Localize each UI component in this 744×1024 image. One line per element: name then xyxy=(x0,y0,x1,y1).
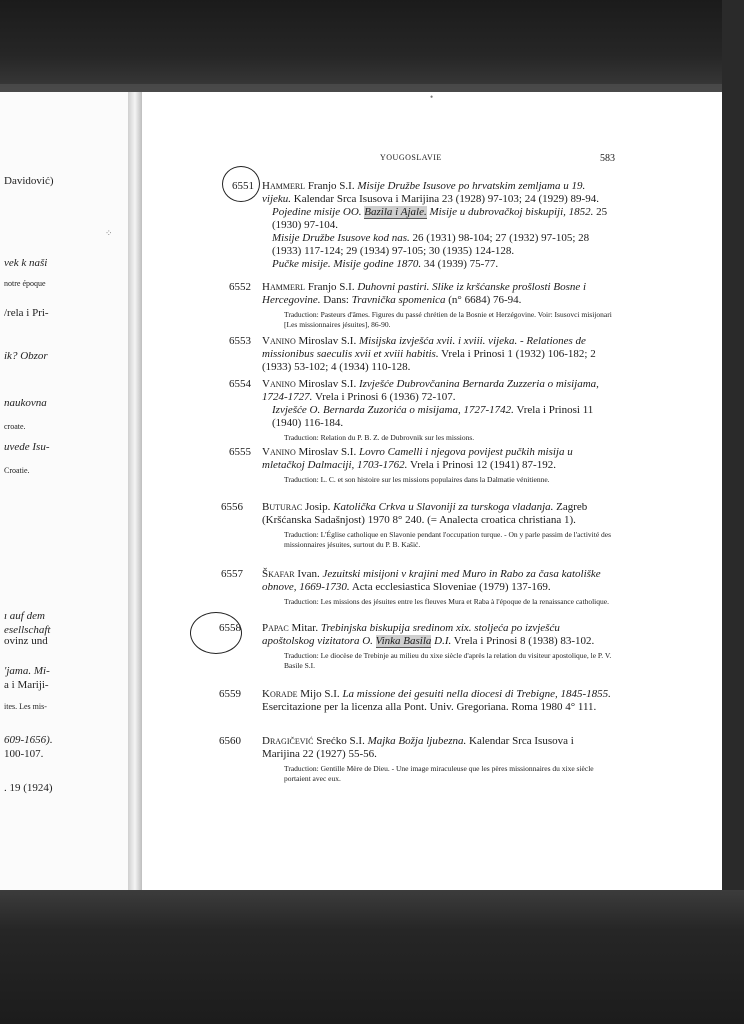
entry-text: Misijska izvješća xvii. i xviii. vijeka. - Relationes de missionibus saeculis xvii et xviii habitis. xyxy=(262,335,586,360)
entry-text: Vanino xyxy=(262,446,296,458)
entry-traduction: Traduction: Pasteurs d'âmes. Figures du passé chrétien de la Bosnie et Herzégovine. Voir: Isusovci misijonari [Les missionnaires jésuites], 86-90. xyxy=(284,310,612,329)
entry-text: Zagreb (Kršćanska Sadašnjost) 1970 8° 240. (= Analecta croatica christiana 1). xyxy=(262,501,588,526)
entry-text: Škafar xyxy=(262,568,295,580)
entry-number: 6555 xyxy=(229,446,251,458)
entry-text: Vanino xyxy=(262,335,296,347)
entry-number: 6556 xyxy=(221,501,243,513)
entry-traduction: Traduction: Le diocèse de Trebinje au milieu du xixe siècle d'après la relation du visiteur apostolique, le P. V. Basile S.I. xyxy=(284,651,612,670)
entry-text: Pučke misije. Misije godine 1870. xyxy=(272,258,422,270)
running-title: YOUGOSLAVIE xyxy=(380,153,442,162)
left-page-fragment: ik? Obzor xyxy=(4,350,48,362)
entry-6557 xyxy=(262,568,612,607)
entry-text: Josip. xyxy=(302,501,334,513)
highlighted-text: Vinka Basila xyxy=(375,635,432,647)
left-page-fragment: ovinz und xyxy=(4,635,48,647)
entry-6553 xyxy=(262,335,612,374)
entry-text: Lovro Camelli i njegova povijest pučkih misija u mletačkoj Dalmaciji, 1703-1762. xyxy=(262,446,573,471)
left-page-fragment: croate. xyxy=(4,422,26,431)
entry-text: Acta ecclesiastica Sloveniae (1979) 137-169. xyxy=(349,581,551,593)
highlighted-text: Bazila i Ajale. xyxy=(364,206,427,218)
hand-drawn-circle-6558 xyxy=(190,612,242,654)
entry-paragraph xyxy=(262,404,612,430)
scan-speck: • xyxy=(430,92,434,102)
entry-paragraph xyxy=(262,622,612,648)
entry-paragraph xyxy=(262,258,612,271)
entry-text: Papac xyxy=(262,622,289,634)
entry-paragraph xyxy=(262,446,612,472)
entry-6559 xyxy=(262,688,612,714)
entry-paragraph xyxy=(262,335,612,374)
entry-paragraph xyxy=(262,501,612,527)
entry-text: Mitar. xyxy=(288,622,321,634)
entry-traduction: Traduction: L. C. et son histoire sur les missions populaires dans la Dalmatie vénitienne. xyxy=(284,475,550,484)
entry-traduction: Traduction: Les missions des jésuites entre les fleuves Mura et Raba à l'époque de la renaissance catholique. xyxy=(284,597,609,606)
entry-paragraph xyxy=(262,735,612,761)
entry-text: (n° 6684) 76-94. xyxy=(445,294,522,306)
entry-text: 26 (1931) 98-104; 27 (1932) 97-105; 28 (1933) 117-124; 29 (1934) 97-105; 30 (1935) 124-128. xyxy=(272,232,590,257)
entry-text: Vrela i Prinosi 8 (1938) 83-102. xyxy=(451,635,595,647)
entry-text: Majka Božja ljubezna. xyxy=(367,735,467,747)
left-page-fragment: notre époque xyxy=(4,279,46,288)
entry-text: Franjo S.I. xyxy=(305,180,358,192)
scan-right-border xyxy=(722,0,744,1024)
entry-text: Mijo S.I. xyxy=(297,688,343,700)
scan-speck: ⁘ xyxy=(105,228,113,238)
entry-text: Katolička Crkva u Slavoniji za turskoga vladanja. xyxy=(333,501,554,513)
entry-text: Dans: xyxy=(320,294,352,306)
entry-text: 25 (1930) 97-104. xyxy=(272,206,608,231)
entry-text: Ivan. xyxy=(294,568,323,580)
entry-6556 xyxy=(262,501,612,550)
entry-text: Miroslav S.I. xyxy=(295,446,359,458)
entry-traduction: Traduction: Gentille Mère de Dieu. - Une image miraculeuse que les pères missionnaires du xixe siècle portaient avec eux. xyxy=(284,764,594,783)
entry-text: Vrela i Prinosi 12 (1941) 87-192. xyxy=(407,459,556,471)
entry-number: 6552 xyxy=(229,281,251,293)
entry-number: 6551 xyxy=(232,180,254,192)
entry-traduction: Traduction: Relation du P. B. Z. de Dubrovnik sur les missions. xyxy=(284,433,475,442)
left-page-fragment: 'jama. Mi- xyxy=(4,665,50,677)
left-page-fragment: . 19 (1924) xyxy=(4,782,53,794)
left-page-fragment: Davidović) xyxy=(4,175,54,187)
entry-text: Izvješće O. Bernarda Zuzorića o misijama, 1727-1742. xyxy=(272,404,514,416)
left-page-fragment: /rela i Pri- xyxy=(4,307,49,319)
entry-number: 6558 xyxy=(219,622,241,634)
entry-paragraph xyxy=(262,688,612,714)
hand-drawn-circle-6551 xyxy=(222,166,260,202)
entry-6560 xyxy=(262,735,612,784)
entry-text: Trebinjska biskupija sredinom xix. stoljeća po izvješću apoštolskog vizitatora O. xyxy=(262,622,560,647)
entry-text: Misije Družbe Isusove kod nas. xyxy=(272,232,410,244)
entry-text: Kalendar Srca Isusova i Marijina 23 (1928) 97-103; 24 (1929) 89-94. xyxy=(291,193,599,205)
entry-number: 6560 xyxy=(219,735,241,747)
entry-text: Hammerl xyxy=(262,180,306,192)
entry-text: Dragičević xyxy=(262,735,314,747)
left-page-fragment: vek k naši xyxy=(4,257,48,269)
entry-6555 xyxy=(262,446,612,485)
entry-text: Srećko S.I. xyxy=(313,735,368,747)
left-page-fragment: 100-107. xyxy=(4,748,44,760)
entry-number: 6559 xyxy=(219,688,241,700)
entry-text: Vrela i Prinosi 1 (1932) 106-182; 2 (1933) 53-102; 4 (1934) 110-128. xyxy=(262,348,596,373)
entry-number: 6557 xyxy=(221,568,243,580)
entry-paragraph xyxy=(262,180,612,206)
entry-paragraph xyxy=(262,281,612,307)
entry-text: Esercitazione per la licenza alla Pont. Univ. Gregoriana. Roma 1980 4° 111. xyxy=(262,701,597,713)
left-page-fragment: ites. Les mis- xyxy=(4,702,47,711)
entry-text: Vrela i Prinosi 11 (1940) 116-184. xyxy=(272,404,594,429)
entry-text: Duhovni pastiri. Slike iz kršćanske prošlosti Bosne i Hercegovine. xyxy=(262,281,587,306)
entry-text: Miroslav S.I. xyxy=(295,335,359,347)
left-page-fragment: ı auf dem xyxy=(4,610,45,622)
left-page-fragment: Croatie. xyxy=(4,466,30,475)
entry-text: Misije Družbe Isusove po hrvatskim zemljama u 19. vijeku. xyxy=(262,180,586,205)
entry-text: Vanino xyxy=(262,378,296,390)
entry-text: Franjo S.I. xyxy=(305,281,358,293)
left-page-fragment: a i Mariji- xyxy=(4,679,49,691)
entry-paragraph xyxy=(262,378,612,404)
entry-text: Jezuitski misijoni v krajini med Muro in Rabo za časa katoliške obnove, 1669-1730. xyxy=(262,568,601,593)
book-gutter xyxy=(128,92,142,890)
entry-text: Izvješće Dubrovčanina Bernarda Zuzzeria o misijama, 1724-1727. xyxy=(262,378,599,403)
entry-number: 6553 xyxy=(229,335,251,347)
entry-paragraph xyxy=(262,568,612,594)
entry-text: Travnička spomenica xyxy=(351,294,446,306)
entry-text: Buturac xyxy=(262,501,303,513)
entry-text: Pojedine misije OO. xyxy=(272,206,365,218)
entry-6558 xyxy=(262,622,612,671)
entry-text: Hammerl xyxy=(262,281,306,293)
page-number: 583 xyxy=(600,153,615,164)
left-page-fragment: esellschaft xyxy=(4,624,51,636)
entry-number: 6554 xyxy=(229,378,251,390)
entry-paragraph xyxy=(262,232,612,258)
entry-text: Misije u dubrovačkoj biskupiji, 1852. xyxy=(426,206,594,218)
entry-text: Kalendar Srca Isusova i Marijina 22 (1927) 55-56. xyxy=(262,735,574,760)
entry-6554 xyxy=(262,378,612,443)
left-facing-page xyxy=(0,92,136,890)
entry-text: La missione dei gesuiti nella diocesi di Trebigne, 1845-1855. xyxy=(342,688,611,700)
scan-bottom-border xyxy=(0,890,744,1024)
entry-text: Miroslav S.I. xyxy=(295,378,359,390)
entry-text: Korade xyxy=(262,688,298,700)
left-page-fragment: naukovna xyxy=(4,397,47,409)
scan-top-border xyxy=(0,0,744,92)
entry-6551 xyxy=(262,180,612,271)
entry-text: D.I. xyxy=(431,635,452,647)
entry-text: Vrela i Prinosi 6 (1936) 72-107. xyxy=(312,391,456,403)
left-page-fragment: 609-1656). xyxy=(4,734,53,746)
left-page-fragment: uvede Isu- xyxy=(4,441,50,453)
entry-6552 xyxy=(262,281,612,330)
entry-traduction: Traduction: L'Église catholique en Slavonie pendant l'occupation turque. - On y parle passim de l'activité des missionnaires jésuites, surtout du P. B. Kašić. xyxy=(284,530,612,549)
entry-text: 34 (1939) 75-77. xyxy=(421,258,499,270)
entry-paragraph xyxy=(262,206,612,232)
